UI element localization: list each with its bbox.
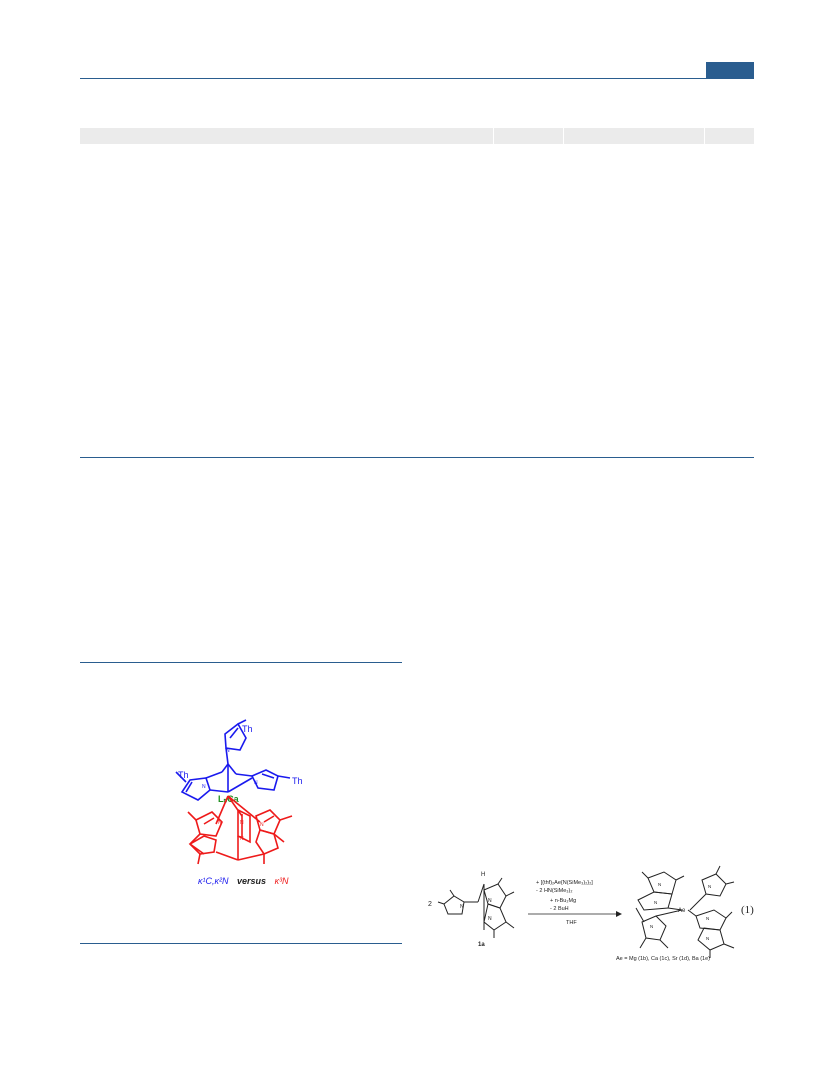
reagent-1: + [(thf)₂Ae{N(SiMe₃)₂}₂]: [536, 880, 593, 886]
metal-label: LₙCa: [218, 794, 239, 804]
n-label: N: [706, 936, 710, 941]
journal-tab: [706, 62, 754, 78]
solvent: THF: [566, 920, 577, 926]
calcium-complex-figure: [160, 712, 340, 902]
th-right-label: Th: [292, 776, 303, 786]
caption-kappa1: κ¹C,κ²N: [198, 876, 229, 886]
n-label: N: [240, 820, 244, 826]
compound-label: 1a: [478, 942, 485, 948]
equation-number: (1): [741, 904, 754, 916]
n-label: N: [260, 822, 264, 828]
reagent-2: + n-Bu₂Mg: [550, 898, 577, 904]
header-rule: [80, 78, 754, 79]
n-label: N: [254, 780, 258, 786]
reaction-scheme: [420, 860, 740, 968]
graphic-top-rule: [80, 662, 402, 663]
svg-text:κ¹C,κ²N versus κ³N: [198, 876, 289, 886]
n-label: N: [226, 748, 230, 754]
reagent-2-byproduct: - 2 BuH: [550, 906, 569, 912]
caption-kappa3: κ³N: [274, 876, 289, 886]
h-label: H: [481, 872, 486, 878]
reaction-arrowhead: [616, 911, 622, 917]
reactant-1a: [438, 878, 514, 938]
contents-bar-divider: [704, 128, 705, 144]
contents-bar-divider: [563, 128, 564, 144]
n-label: N: [708, 884, 712, 889]
n-label: N: [240, 836, 244, 842]
n-label: N: [460, 904, 464, 910]
n-label: N: [488, 916, 492, 922]
reagent-1-byproduct: - 2 HN(SiMe₃)₂: [536, 888, 573, 894]
contents-bar: [80, 128, 754, 144]
caption-versus: versus: [237, 876, 267, 886]
lower-ligand: [188, 796, 292, 864]
n-label: N: [488, 898, 492, 904]
n-label: N: [658, 882, 662, 887]
n-label: N: [202, 784, 206, 790]
n-label: N: [650, 924, 654, 929]
upper-ligand: [176, 720, 290, 800]
metal-legend: Ae = Mg (1b), Ca (1c), Sr (1d), Ba (1e): [616, 956, 710, 962]
metal-label: Ae: [678, 908, 686, 914]
abstract-rule: [80, 457, 754, 458]
contents-bar-divider: [493, 128, 494, 144]
graphic-bottom-rule: [80, 943, 402, 944]
n-label: N: [218, 820, 222, 826]
n-label: N: [706, 916, 710, 921]
th-top-label: Th: [242, 724, 253, 734]
n-label: N: [654, 900, 658, 905]
stoichiometry: 2: [428, 901, 432, 908]
th-left-label: Th: [178, 770, 189, 780]
